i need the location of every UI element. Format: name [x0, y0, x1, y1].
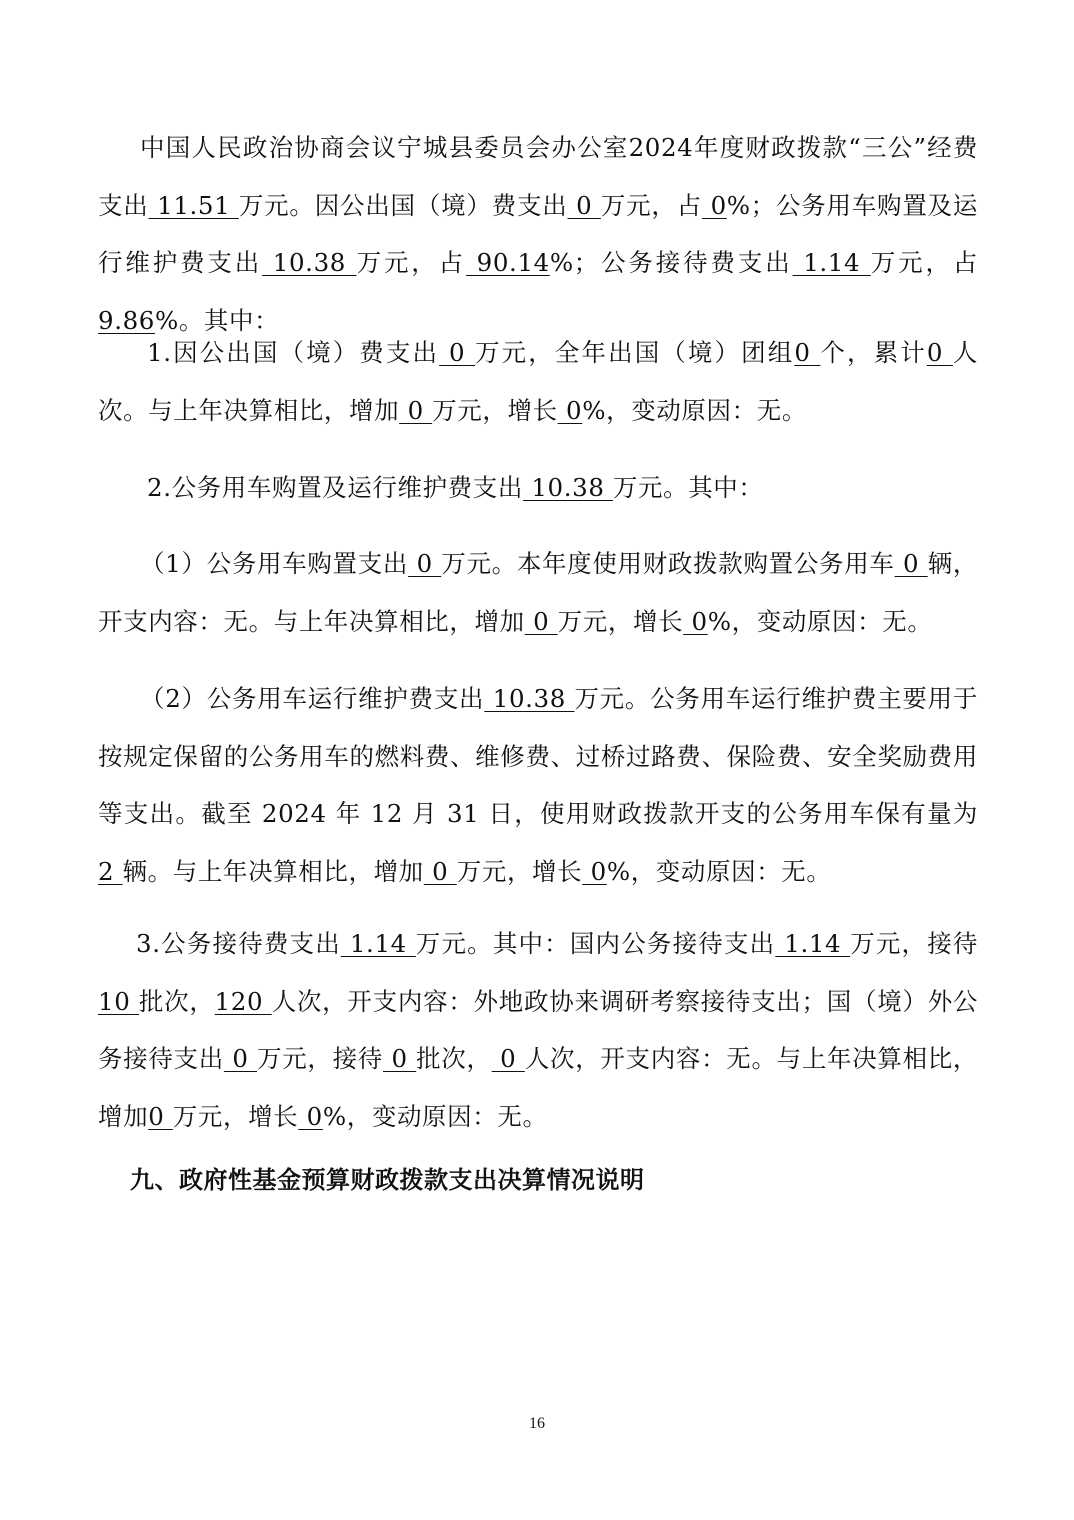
underlined-value: 90.14: [466, 248, 550, 277]
text-segment: %；公务接待费支出: [549, 248, 793, 277]
paragraph-item-2: [98, 459, 978, 517]
text-segment: 2.公务用车购置及运行维护费支出: [147, 473, 523, 502]
text-segment: 万元，全年出国（境）团组: [475, 338, 795, 367]
text-segment: 1.因公出国（境）费支出: [147, 338, 440, 367]
text-segment: 万元。本年度使用财政拨款购置公务用车: [441, 549, 895, 578]
underlined-value: 0: [582, 856, 607, 886]
underlined-value: 0: [439, 338, 476, 367]
paragraph-item-3: [98, 915, 978, 1145]
text-segment: （2）公务用车运行维护费支出: [140, 684, 485, 713]
underlined-value: 1.14: [792, 248, 871, 277]
underlined-value: 10.38: [522, 473, 613, 502]
text-segment: 万元。其中：国内公务接待支出: [415, 929, 776, 958]
underlined-value: 2: [98, 856, 123, 886]
text-segment: 3.公务接待费支出: [136, 929, 341, 958]
text-segment: 辆，开支内容：无。与上年决算相比，增加: [98, 549, 979, 636]
underlined-value: 0: [524, 606, 558, 636]
text-segment: 辆。与上年决算相比，增加: [122, 856, 424, 886]
underlined-value: 1.14: [775, 929, 851, 958]
underlined-value: 10.38: [484, 684, 575, 713]
text-segment: 万元。因公出国（境）费支出: [238, 190, 568, 220]
underlined-value: 0: [399, 395, 433, 425]
section-heading: 九、政府性基金预算财政拨款支出决算情况说明: [130, 1166, 645, 1194]
text-segment: 批次，: [138, 986, 215, 1016]
underlined-value: 0: [382, 1044, 417, 1073]
text-segment: %，变动原因：无。: [582, 395, 807, 425]
summary-paragraph: [98, 119, 978, 349]
text-segment: 万元，接待: [850, 929, 978, 958]
underlined-value: 10.38: [262, 248, 357, 277]
underlined-value: 0: [491, 1044, 525, 1073]
paragraph-item-2-1: [98, 535, 978, 650]
text-segment: %，变动原因：无。: [322, 1101, 548, 1131]
page-number: 16: [529, 1415, 545, 1432]
text-segment: 2024: [628, 133, 694, 162]
underlined-value: 9.86: [98, 305, 155, 335]
text-segment: 人次，开支内容：无。与上年决算相比，增加: [98, 1044, 979, 1131]
text-segment: 批次，: [416, 1044, 492, 1073]
underlined-value: 0: [926, 338, 953, 367]
text-segment: 万元。其中：: [612, 473, 764, 502]
text-segment: %，变动原因：无。: [606, 856, 832, 886]
underlined-value: 10: [98, 986, 139, 1016]
text-segment: %；公务用车购置及运行维护费支出: [98, 190, 979, 277]
text-segment: 人次。与上年决算相比，增加: [98, 338, 978, 425]
underlined-value: 0: [567, 190, 601, 220]
underlined-value: 1.14: [340, 929, 416, 958]
text-segment: 万元，占: [870, 248, 979, 277]
text-segment: 中国人民政治协商会议宁城县委员会办公室: [140, 133, 629, 162]
text-segment: 个，累计: [820, 338, 927, 367]
underlined-value: 0: [894, 549, 928, 578]
text-segment: 万元，增长: [456, 856, 583, 886]
underlined-value: 0: [683, 606, 708, 636]
text-segment: 万元，增长: [557, 606, 684, 636]
text-segment: 人次，开支内容：外地政协来调研考察接待支出；国（境）外公务接待支出: [98, 986, 979, 1073]
paragraph-item-2-2: [98, 670, 978, 900]
underlined-value: 0: [148, 1101, 173, 1131]
text-segment: 万元，增长: [432, 395, 558, 425]
text-segment: （1）公务用车购置支出: [140, 549, 409, 578]
paragraph-item-1: [98, 324, 978, 439]
underlined-value: 120: [214, 986, 272, 1016]
underlined-value: 11.51: [148, 190, 239, 220]
underlined-value: 0: [408, 549, 442, 578]
text-segment: 万元。公务用车运行维护费主要用于按规定保留的公务用车的燃料费、维修费、过桥过路费、保险费、安全奖励费用等支出。截至 2024 年 12 月 31 日，使用财政拨款开支的公务用车保有量为: [98, 684, 978, 828]
text-segment: 万元，占: [356, 248, 467, 277]
underlined-value: 0: [557, 395, 583, 425]
underlined-value: 0: [794, 338, 821, 367]
text-segment: 万元，增长: [172, 1101, 299, 1131]
underlined-value: 0: [223, 1044, 258, 1073]
underlined-value: 0: [423, 856, 457, 886]
text-segment: %。其中：: [154, 305, 280, 335]
text-segment: 万元，占: [600, 190, 702, 220]
underlined-value: 0: [298, 1101, 323, 1131]
underlined-value: 0: [702, 190, 727, 220]
text-segment: %，变动原因：无。: [707, 606, 933, 636]
text-segment: 年度财政拨款“三公”经费支出: [98, 133, 978, 220]
text-segment: 万元，接待: [257, 1044, 383, 1073]
